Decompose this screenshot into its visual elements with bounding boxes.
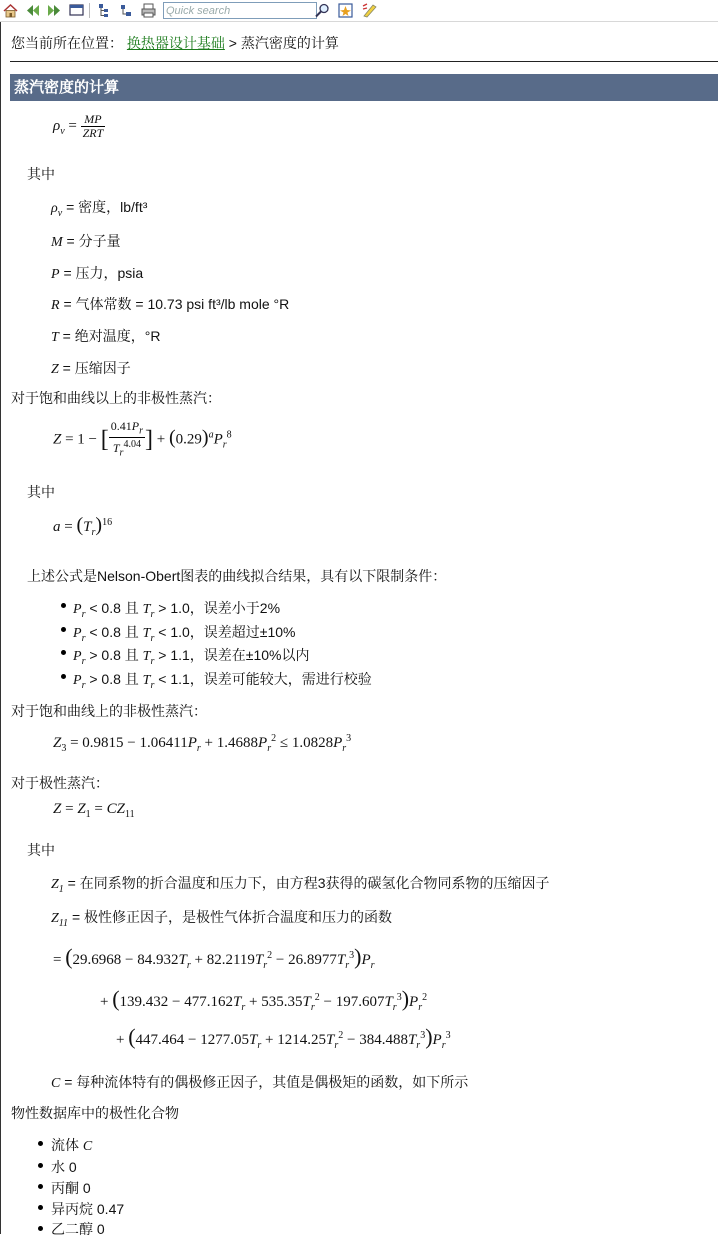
glossary-icon[interactable] — [337, 2, 354, 19]
toolbar-separator — [89, 3, 90, 18]
above-saturation-label: 对于饱和曲线以上的非极性蒸汽： — [11, 390, 221, 406]
def-density: $\rho_v$ = 密度，lb/ft³ — [51, 199, 148, 219]
def-molecular-weight: M = 分子量 — [51, 233, 121, 250]
polar-vapor-label: 对于极性蒸汽： — [11, 775, 109, 791]
compound-item: 乙二醇 0 — [51, 1221, 105, 1237]
quick-search-input[interactable] — [163, 2, 317, 19]
search-go-icon[interactable] — [314, 2, 331, 19]
bullet — [38, 1226, 43, 1231]
home-icon[interactable] — [2, 2, 19, 19]
def-gas-constant: R = 气体常数 = 10.73 psi ft³/lb mole °R — [51, 296, 290, 313]
equation-z-above-saturation: Z = 1 − [ $\frac{0.41P_r}{T_r^{4.04}}$ ] + $(0.29)^aP_r^8$ — [53, 419, 232, 459]
compound-item: 水 0 — [51, 1159, 77, 1175]
bullet — [38, 1163, 43, 1168]
equation-exponent-a: $a = (T_r)^{16}$ — [53, 514, 113, 538]
highlight-icon[interactable] — [361, 2, 378, 19]
where-label-1: 其中 — [27, 166, 55, 182]
bullet — [61, 650, 66, 655]
bullet — [61, 603, 66, 608]
bullet — [61, 674, 66, 679]
equation-z11-line-2: + $(139.432 - 477.162T_r + 535.35T_r^2 - 197.607T_r^3)P_r^2$ — [100, 986, 428, 1013]
equation-z11-line-3: + $(447.464 - 1277.05T_r + 1214.25T_r^2 - 384.488T_r^3)P_r^3$ — [116, 1024, 451, 1051]
def-compressibility: Z = 压缩因子 — [51, 360, 131, 377]
breadcrumb-separator: > — [228, 35, 237, 51]
nelson-obert-note: 上述公式是Nelson-Obert图表的曲线拟合结果，具有以下限制条件： — [27, 568, 447, 584]
compound-item: 丙酮 0 — [51, 1180, 91, 1196]
breadcrumb-prefix: 您当前所在位置： — [11, 35, 123, 51]
limit-item: $P_r > 0.8$ 且 $T_r < 1.1$，误差可能较大，需进行校验 — [73, 671, 372, 691]
polar-compounds-title: 物性数据库中的极性化合物 — [11, 1105, 179, 1121]
equation-density: $\rho_v$ = $\frac{MP}{\text{ZRT}}$ — [53, 112, 104, 140]
equation-z3-on-saturation: $Z_3 = 0.9815 - 1.06411P_r + 1.4688P_r^2 \le 1.0828P_r^3$ — [53, 733, 352, 754]
where-label-2: 其中 — [27, 484, 55, 500]
expand-icon[interactable] — [96, 2, 113, 19]
left-frame-border — [0, 22, 1, 1234]
def-c: C = 每种流体特有的偶极修正因子，其值是偶极矩的函数，如下所示 — [51, 1074, 469, 1091]
breadcrumb-current: 蒸汽密度的计算 — [240, 35, 339, 51]
equation-z-polar: $Z = Z_1 = CZ_{11}$ — [53, 801, 135, 820]
where-label-3: 其中 — [27, 842, 55, 858]
collapse-icon[interactable] — [118, 2, 135, 19]
compound-item: 流体 C — [51, 1137, 93, 1154]
page-title-bar — [10, 74, 718, 101]
equation-z11-line-1: = $(29.6968 - 84.932T_r + 82.2119T_r^2 - 26.8977T_r^3)P_r$ — [53, 944, 375, 971]
on-saturation-label: 对于饱和曲线上的非极性蒸汽： — [11, 703, 207, 719]
page-title: 蒸汽密度的计算 — [14, 79, 120, 96]
def-pressure: P = 压力，psia — [51, 265, 144, 282]
def-z1: $Z_1$ = 在同系物的折合温度和压力下，由方程3获得的碳氢化合物同系物的压缩因子 — [51, 875, 550, 895]
toolbar — [0, 0, 718, 22]
bullet — [38, 1184, 43, 1189]
limit-item: $P_r > 0.8$ 且 $T_r > 1.1$，误差在±10%以内 — [73, 647, 310, 667]
header-divider — [10, 61, 718, 62]
print-icon[interactable] — [140, 2, 157, 19]
def-temperature: T = 绝对温度，°R — [51, 328, 161, 345]
def-z11: $Z_{11}$ = 极性修正因子，是极性气体折合温度和压力的函数 — [51, 909, 393, 929]
breadcrumb — [11, 33, 339, 53]
bullet — [38, 1141, 43, 1146]
breadcrumb-link-heat-exchanger-basics[interactable]: 换热器设计基础 — [126, 35, 225, 51]
limit-item: $P_r < 0.8$ 且 $T_r < 1.0$，误差超过±10% — [73, 624, 296, 644]
forward-icon[interactable] — [46, 2, 63, 19]
bullet — [38, 1205, 43, 1210]
back-icon[interactable] — [24, 2, 41, 19]
limit-item: $P_r < 0.8$ 且 $T_r > 1.0$，误差小于2% — [73, 600, 281, 620]
compound-item: 异丙烷 0.47 — [51, 1201, 125, 1217]
show-toc-icon[interactable] — [68, 2, 85, 19]
bullet — [61, 627, 66, 632]
